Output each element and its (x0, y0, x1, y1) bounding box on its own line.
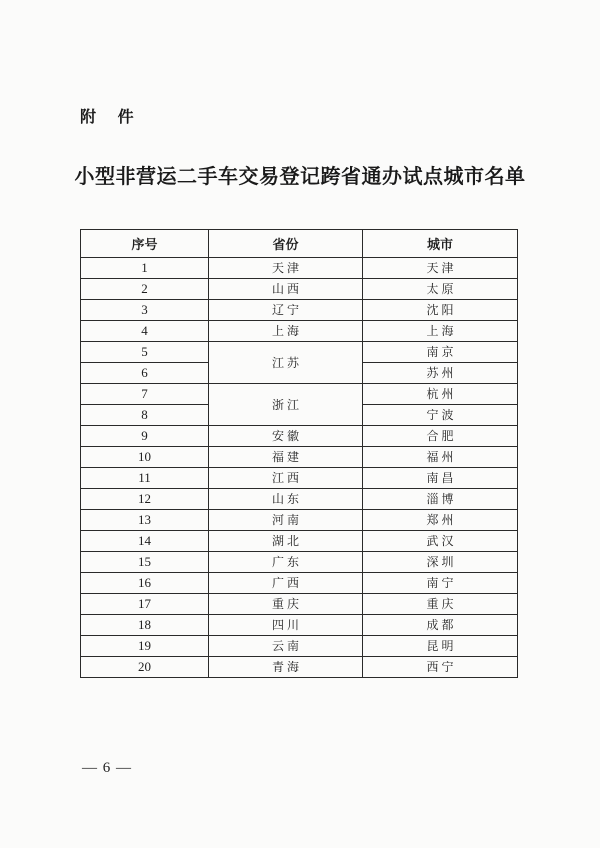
serial-number-cell: 19 (81, 636, 209, 657)
province-cell: 山东 (209, 489, 363, 510)
city-cell: 苏州 (363, 363, 518, 384)
serial-number-cell: 16 (81, 573, 209, 594)
serial-number-cell: 10 (81, 447, 209, 468)
attachment-label: 附 件 (80, 107, 142, 126)
city-cell: 西宁 (363, 657, 518, 678)
table-row (81, 279, 518, 300)
table-row (81, 657, 518, 678)
serial-number-cell: 2 (81, 279, 209, 300)
province-cell: 山西 (209, 279, 363, 300)
table-row (81, 489, 518, 510)
city-cell: 南宁 (363, 573, 518, 594)
table-row (81, 384, 518, 405)
table-row (81, 468, 518, 489)
header-serial-number: 序号 (81, 230, 209, 258)
table-row (81, 573, 518, 594)
province-cell: 浙江 (209, 384, 363, 426)
province-cell: 青海 (209, 657, 363, 678)
serial-number-cell: 7 (81, 384, 209, 405)
table-header-row (81, 230, 518, 258)
table-row (81, 552, 518, 573)
table-row (81, 594, 518, 615)
province-cell: 安徽 (209, 426, 363, 447)
table-row (81, 510, 518, 531)
serial-number-cell: 9 (81, 426, 209, 447)
city-cell: 沈阳 (363, 300, 518, 321)
serial-number-cell: 14 (81, 531, 209, 552)
city-cell: 武汉 (363, 531, 518, 552)
province-cell: 江西 (209, 468, 363, 489)
serial-number-cell: 11 (81, 468, 209, 489)
table-row (81, 615, 518, 636)
serial-number-cell: 3 (81, 300, 209, 321)
province-cell: 江苏 (209, 342, 363, 384)
serial-number-cell: 1 (81, 258, 209, 279)
city-cell: 福州 (363, 447, 518, 468)
serial-number-cell: 15 (81, 552, 209, 573)
province-cell: 广东 (209, 552, 363, 573)
city-cell: 南京 (363, 342, 518, 363)
serial-number-cell: 5 (81, 342, 209, 363)
table-row (81, 258, 518, 279)
city-cell: 太原 (363, 279, 518, 300)
table-row (81, 321, 518, 342)
city-cell: 深圳 (363, 552, 518, 573)
serial-number-cell: 8 (81, 405, 209, 426)
serial-number-cell: 18 (81, 615, 209, 636)
province-cell: 云南 (209, 636, 363, 657)
document-title: 小型非营运二手车交易登记跨省通办试点城市名单 (74, 164, 526, 188)
city-cell: 天津 (363, 258, 518, 279)
table-row (81, 531, 518, 552)
city-cell: 杭州 (363, 384, 518, 405)
province-cell: 上海 (209, 321, 363, 342)
city-cell: 淄博 (363, 489, 518, 510)
table-row (81, 300, 518, 321)
serial-number-cell: 6 (81, 363, 209, 384)
header-province: 省份 (209, 230, 363, 258)
province-cell: 广西 (209, 573, 363, 594)
city-cell: 南昌 (363, 468, 518, 489)
table-row (81, 636, 518, 657)
header-city: 城市 (363, 230, 518, 258)
province-cell: 福建 (209, 447, 363, 468)
serial-number-cell: 13 (81, 510, 209, 531)
city-cell: 重庆 (363, 594, 518, 615)
province-cell: 天津 (209, 258, 363, 279)
serial-number-cell: 4 (81, 321, 209, 342)
city-cell: 郑州 (363, 510, 518, 531)
pilot-city-table (80, 229, 518, 678)
serial-number-cell: 17 (81, 594, 209, 615)
city-cell: 成都 (363, 615, 518, 636)
province-cell: 重庆 (209, 594, 363, 615)
serial-number-cell: 20 (81, 657, 209, 678)
city-cell: 合肥 (363, 426, 518, 447)
page-number: — 6 — (82, 760, 132, 776)
city-cell: 宁波 (363, 405, 518, 426)
table-row (81, 342, 518, 363)
serial-number-cell: 12 (81, 489, 209, 510)
table-row (81, 447, 518, 468)
table-row (81, 426, 518, 447)
province-cell: 湖北 (209, 531, 363, 552)
city-cell: 上海 (363, 321, 518, 342)
province-cell: 辽宁 (209, 300, 363, 321)
city-cell: 昆明 (363, 636, 518, 657)
province-cell: 河南 (209, 510, 363, 531)
province-cell: 四川 (209, 615, 363, 636)
